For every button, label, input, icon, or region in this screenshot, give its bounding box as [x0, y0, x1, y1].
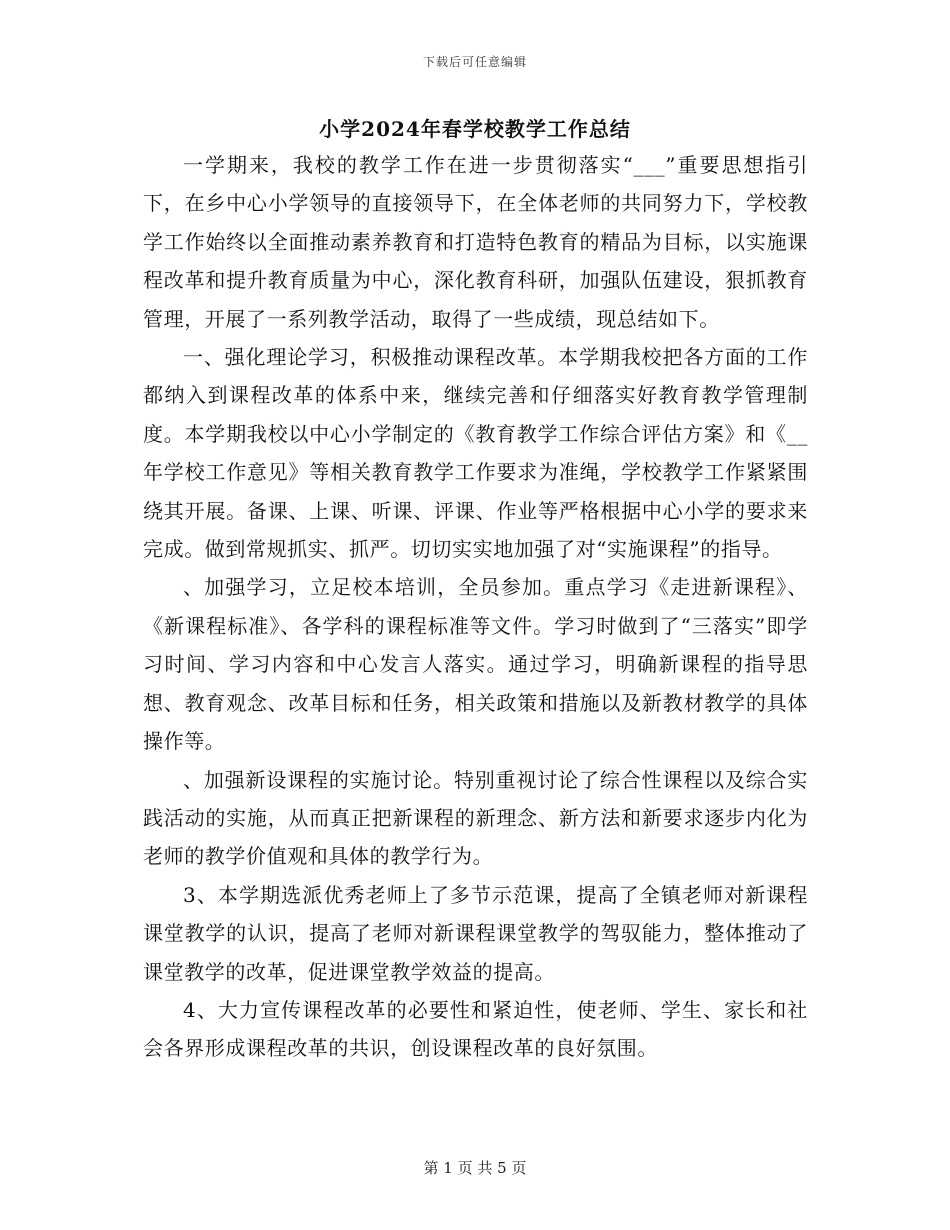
- document-body: [143, 146, 808, 1068]
- document-title: 小学2024年春学校教学工作总结: [319, 117, 631, 141]
- paragraph-section-1: 一、强化理论学习，积极推动课程改革。本学期我校把各方面的工作都纳入到课程改革的体系中来，继续完善和仔细落实好教育教学管理制度。本学期我校以中心小学制定的《教育教学工作综合评估方案》和《__年学校工作意见》等相关教育教学工作要求为准绳，学校教学工作紧紧围绕其开展。备课、上课、听课、评课、作业等严格根据中心小学的要求来完成。做到常规抓实、抓严。切切实实地加强了对“实施课程”的指导。: [143, 345, 808, 562]
- paragraph-item-3: 3、本学期选派优秀老师上了多节示范课，提高了全镇老师对新课程课堂教学的认识，提高了老师对新课程课堂教学的驾驭能力，整体推动了课堂教学的改革，促进课堂教学效益的提高。: [143, 882, 808, 984]
- page-number: 第 1 页 共 5 页: [423, 1159, 527, 1177]
- paragraph-item-4: 4、大力宣传课程改革的必要性和紧迫性，使老师、学生、家长和社会各界形成课程改革的共识，创设课程改革的良好氛围。: [143, 997, 808, 1061]
- header-note: 下载后可任意编辑: [422, 55, 527, 69]
- paragraph-item-study: 、加强学习，立足校本培训，全员参加。重点学习《走进新课程》、《新课程标准》、各学科的课程标准等文件。学习时做到了“三落实”即学习时间、学习内容和中心发言人落实。通过学习，明确新课程的指导思想、教育观念、改革目标和任务，相关政策和措施以及新教材教学的具体操作等。: [143, 575, 808, 754]
- paragraph-item-new-courses: 、加强新设课程的实施讨论。特别重视讨论了综合性课程以及综合实践活动的实施，从而真正把新课程的新理念、新方法和新要求逐步内化为老师的教学价值观和具体的教学行为。: [143, 767, 808, 869]
- paragraph-intro: 一学期来，我校的教学工作在进一步贯彻落实“___”重要思想指引下，在乡中心小学领导的直接领导下，在全体老师的共同努力下，学校教学工作始终以全面推动素养教育和打造特色教育的精品为目标，以实施课程改革和提升教育质量为中心，深化教育科研，加强队伍建设，狠抓教育管理，开展了一系列教学活动，取得了一些成绩，现总结如下。: [143, 153, 808, 331]
